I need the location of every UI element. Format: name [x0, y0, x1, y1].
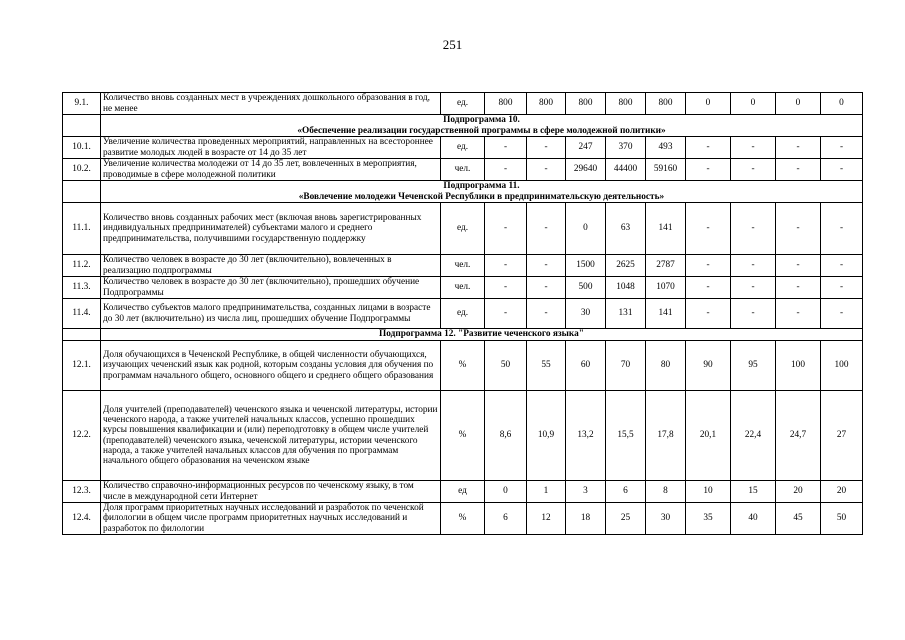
indicator-description: Доля учителей (преподавателей) чеченского языка и чеченской литературы, истории чеченского народа, а также учителей начальных классов, успешно прошедших курсы повышения квалификации и (или) переподготовку в общем числе учителей (преподавателей) чеченского языка, чеченской литературы, истории чеченского народа, а также учителей начальных классов для обучения по программам начального общего образования на чеченском языке	[101, 391, 441, 481]
indicator-value: -	[776, 159, 821, 181]
indicator-value: -	[776, 277, 821, 299]
indicator-value: 95	[731, 341, 776, 391]
subprogram-title	[101, 115, 863, 137]
subprogram-header-row	[63, 115, 863, 137]
indicator-value: 20	[776, 481, 821, 503]
indicator-value: 800	[646, 93, 686, 115]
indicator-value: 44400	[606, 159, 646, 181]
indicator-value: 493	[646, 137, 686, 159]
indicator-unit: ед.	[441, 137, 485, 159]
indicator-unit: ед.	[441, 299, 485, 329]
indicator-value: 1	[527, 481, 566, 503]
subprogram-title-line: Подпрограмма 11.	[443, 181, 520, 192]
indicator-value: 22,4	[731, 391, 776, 481]
indicator-value: 45	[776, 503, 821, 535]
empty-cell	[63, 181, 101, 203]
indicator-value: 10,9	[527, 391, 566, 481]
indicator-row	[63, 503, 863, 535]
indicator-value: 13,2	[566, 391, 606, 481]
indicator-value: -	[686, 277, 731, 299]
indicator-number: 12.4.	[63, 503, 101, 535]
indicator-number: 10.2.	[63, 159, 101, 181]
indicator-value: 27	[821, 391, 863, 481]
indicator-unit: ед	[441, 481, 485, 503]
indicator-value: 20	[821, 481, 863, 503]
indicator-value: 800	[485, 93, 527, 115]
indicator-number: 10.1.	[63, 137, 101, 159]
indicator-value: -	[821, 255, 863, 277]
subprogram-title-line: Подпрограмма 12. "Развитие чеченского языка"	[379, 329, 584, 340]
indicator-row	[63, 255, 863, 277]
indicator-value: 15,5	[606, 391, 646, 481]
indicator-value: 8	[646, 481, 686, 503]
empty-cell	[63, 115, 101, 137]
indicator-value: 50	[821, 503, 863, 535]
indicator-value: -	[821, 137, 863, 159]
subprogram-title-line: Подпрограмма 10.	[443, 115, 520, 126]
indicator-description: Количество вновь созданных мест в учреждениях дошкольного образования в год, не менее	[101, 93, 441, 115]
indicator-value: 30	[566, 299, 606, 329]
indicator-value: 55	[527, 341, 566, 391]
subprogram-title-line: «Вовлечение молодежи Чеченской Республики в предпринимательскую деятельность»	[298, 191, 665, 202]
indicator-value: -	[527, 159, 566, 181]
indicator-value: 1500	[566, 255, 606, 277]
indicator-value: -	[776, 137, 821, 159]
indicator-unit: %	[441, 341, 485, 391]
indicator-unit: чел.	[441, 277, 485, 299]
indicator-unit: %	[441, 391, 485, 481]
indicator-value: -	[485, 255, 527, 277]
page-number: 251	[442, 37, 463, 52]
indicator-value: -	[686, 255, 731, 277]
indicator-value: 100	[776, 341, 821, 391]
indicator-value: -	[686, 299, 731, 329]
indicator-value: -	[485, 137, 527, 159]
indicator-description: Количество человек в возрасте до 30 лет (включительно), вовлеченных в реализацию подпрограммы	[101, 255, 441, 277]
indicator-number: 12.3.	[63, 481, 101, 503]
indicator-value: 800	[527, 93, 566, 115]
indicator-value: 59160	[646, 159, 686, 181]
indicator-value: -	[686, 137, 731, 159]
indicator-row	[63, 481, 863, 503]
indicator-value: 90	[686, 341, 731, 391]
indicator-value: 29640	[566, 159, 606, 181]
indicator-value: 15	[731, 481, 776, 503]
indicator-value: -	[731, 203, 776, 255]
indicator-value: 141	[646, 203, 686, 255]
empty-cell	[63, 329, 101, 341]
indicator-number: 11.2.	[63, 255, 101, 277]
indicator-value: 1048	[606, 277, 646, 299]
indicator-unit: %	[441, 503, 485, 535]
indicator-value: 18	[566, 503, 606, 535]
indicator-value: -	[731, 159, 776, 181]
indicator-row	[63, 277, 863, 299]
indicator-value: -	[776, 203, 821, 255]
indicator-description: Количество человек в возрасте до 30 лет (включительно), прошедших обучение Подпрограммы	[101, 277, 441, 299]
indicator-value: 20,1	[686, 391, 731, 481]
indicator-description: Количество вновь созданных рабочих мест (включая вновь зарегистрированных индивидуальных предпринимателей) субъектами малого и среднего предпринимательства, получившими государственную поддержку	[101, 203, 441, 255]
indicator-value: 800	[566, 93, 606, 115]
indicator-value: 3	[566, 481, 606, 503]
indicator-value: 10	[686, 481, 731, 503]
indicator-description: Количество субъектов малого предпринимательства, созданных лицами в возрасте до 30 лет (включительно) из числа лиц, прошедших обучение Подпрограммы	[101, 299, 441, 329]
indicator-value: -	[821, 299, 863, 329]
indicator-value: -	[821, 277, 863, 299]
indicator-value: 80	[646, 341, 686, 391]
indicator-value: 6	[606, 481, 646, 503]
indicator-value: -	[731, 299, 776, 329]
indicator-value: 0	[776, 93, 821, 115]
indicator-row	[63, 137, 863, 159]
indicator-value: -	[485, 277, 527, 299]
indicator-value: -	[686, 159, 731, 181]
indicator-row	[63, 299, 863, 329]
indicator-value: 12	[527, 503, 566, 535]
subprogram-header-row	[63, 181, 863, 203]
indicator-number: 11.1.	[63, 203, 101, 255]
indicator-value: 60	[566, 341, 606, 391]
indicator-value: -	[731, 277, 776, 299]
indicator-value: -	[527, 255, 566, 277]
indicator-value: 24,7	[776, 391, 821, 481]
indicator-value: -	[527, 203, 566, 255]
indicator-value: 0	[485, 481, 527, 503]
indicator-unit: ед.	[441, 203, 485, 255]
indicator-value: 63	[606, 203, 646, 255]
indicator-value: -	[821, 159, 863, 181]
indicator-value: 50	[485, 341, 527, 391]
indicator-value: 100	[821, 341, 863, 391]
indicator-value: 0	[686, 93, 731, 115]
indicator-unit: чел.	[441, 159, 485, 181]
indicator-value: 35	[686, 503, 731, 535]
indicator-value: -	[821, 203, 863, 255]
indicator-row	[63, 341, 863, 391]
indicator-value: 2787	[646, 255, 686, 277]
indicator-value: -	[776, 255, 821, 277]
indicator-value: 2625	[606, 255, 646, 277]
indicator-row	[63, 159, 863, 181]
indicator-value: 0	[821, 93, 863, 115]
indicator-value: -	[776, 299, 821, 329]
indicator-description: Доля программ приоритетных научных исследований и разработок по чеченской филологии в общем числе программ приоритетных научных исследований и разработок по филологии	[101, 503, 441, 535]
indicator-value: -	[686, 203, 731, 255]
subprogram-header-row	[63, 329, 863, 341]
indicator-value: 0	[566, 203, 606, 255]
indicator-value: 247	[566, 137, 606, 159]
indicator-value: 131	[606, 299, 646, 329]
indicator-number: 12.1.	[63, 341, 101, 391]
indicator-unit: ед.	[441, 93, 485, 115]
indicator-value: 25	[606, 503, 646, 535]
indicator-value: -	[731, 255, 776, 277]
indicator-value: -	[731, 137, 776, 159]
indicator-value: 500	[566, 277, 606, 299]
indicator-value: 0	[731, 93, 776, 115]
indicator-description: Количество справочно-информационных ресурсов по чеченскому языку, в том числе в международной сети Интернет	[101, 481, 441, 503]
indicator-value: 141	[646, 299, 686, 329]
indicator-value: 17,8	[646, 391, 686, 481]
indicator-value: -	[527, 137, 566, 159]
indicator-row	[63, 93, 863, 115]
indicator-value: -	[527, 299, 566, 329]
indicator-row	[63, 391, 863, 481]
indicator-value: 370	[606, 137, 646, 159]
indicator-value: 70	[606, 341, 646, 391]
indicator-row	[63, 203, 863, 255]
indicator-value: 1070	[646, 277, 686, 299]
subprogram-title-line: «Обеспечение реализации государственной программы в сфере молодежной политики»	[297, 125, 666, 136]
indicator-unit: чел.	[441, 255, 485, 277]
subprogram-title	[101, 181, 863, 203]
indicator-value: -	[527, 277, 566, 299]
indicator-value: -	[485, 299, 527, 329]
indicator-value: -	[485, 203, 527, 255]
indicator-description: Доля обучающихся в Чеченской Республике, в общей численности обучающихся, изучающих чеченский язык как родной, которым созданы условия для обучения по программам начального общего, основного общего и среднего общего образования	[101, 341, 441, 391]
indicator-number: 11.3.	[63, 277, 101, 299]
subprogram-title	[101, 329, 863, 341]
indicator-description: Увеличение количества молодежи от 14 до 35 лет, вовлеченных в мероприятия, проводимые в сфере молодежной политики	[101, 159, 441, 181]
indicator-description: Увеличение количества проведенных мероприятий, направленных на всестороннее развитие молодых людей в возрасте от 14 до 35 лет	[101, 137, 441, 159]
indicator-number: 11.4.	[63, 299, 101, 329]
indicator-value: 30	[646, 503, 686, 535]
indicator-value: 800	[606, 93, 646, 115]
indicator-number: 9.1.	[63, 93, 101, 115]
indicator-value: 40	[731, 503, 776, 535]
indicator-number: 12.2.	[63, 391, 101, 481]
indicators-table	[62, 92, 863, 535]
indicator-value: -	[485, 159, 527, 181]
indicator-value: 8,6	[485, 391, 527, 481]
indicator-value: 6	[485, 503, 527, 535]
